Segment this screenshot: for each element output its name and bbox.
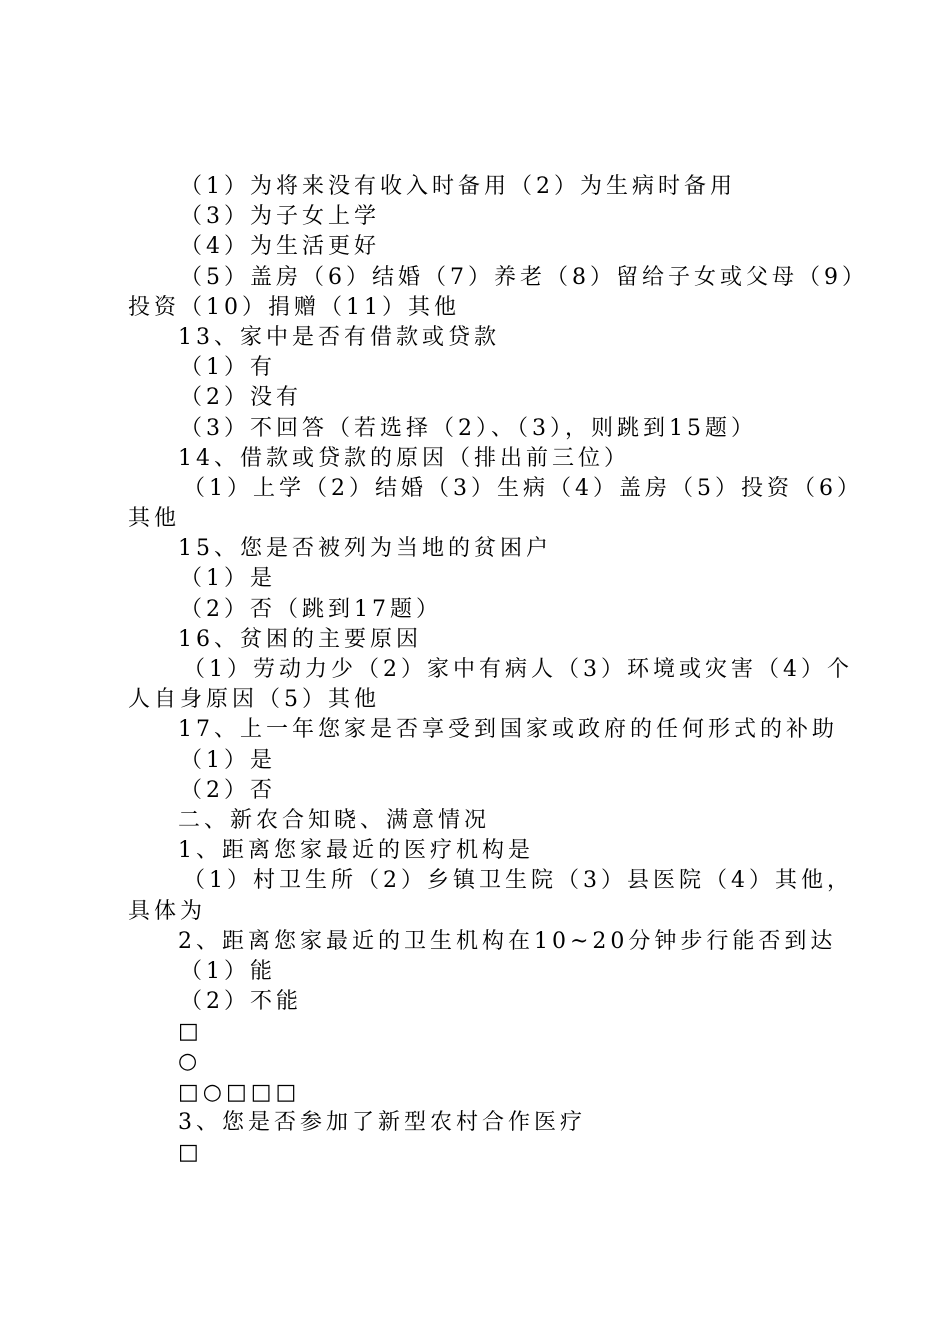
square-symbol: □ [178,1140,203,1165]
text-line: （1）有 [180,355,276,381]
text-line: 投资（10）捐赠（11）其他 [128,294,460,320]
text-line: 具体为 [128,898,207,924]
question-15: 15、您是否被列为当地的贫困户 [178,536,552,562]
text-line: （2）没有 [180,385,302,411]
text-line: （1）为将来没有收入时备用（2）为生病时备用 [180,174,736,199]
survey-text [128,172,868,1168]
text-line: （1）能 [180,958,276,984]
text-line: （2）不能 [180,989,302,1015]
text-line: （2）否 [180,777,276,803]
symbol-row: □○□□□ [178,1079,301,1105]
text-line: （3）为子女上学 [180,204,380,230]
question-2: 2、距离您家最近的卫生机构在10~20分钟步行能否到达 [178,928,837,954]
question-13: 13、家中是否有借款或贷款 [178,324,500,350]
question-16: 16、贫困的主要原因 [178,626,422,652]
text-line: （3）不回答（若选择（2）、（3），则跳到15题） [180,415,757,441]
text-line: （2）否（跳到17题） [180,596,442,622]
text-line: （4）为生活更好 [180,234,380,260]
text-line: （1）是 [180,747,276,773]
text-line: （1）是 [180,566,276,592]
question-14: 14、借款或贷款的原因（排出前三位） [178,445,630,471]
square-symbol: □ [178,1019,203,1045]
text-line: （1）劳动力少（2）家中有病人（3）环境或灾害（4）个 [183,657,853,682]
text-line: （1）上学（2）结婚（3）生病（4）盖房（5）投资（6） [183,475,863,501]
text-line: （1）村卫生所（2）乡镇卫生院（3）县医院（4）其他， [183,868,853,894]
text-line: 人自身原因（5）其他 [128,687,380,713]
section-heading: 二、新农合知晓、满意情况 [178,807,491,833]
text-line: 其他 [128,506,181,532]
question-17: 17、上一年您家是否享受到国家或政府的任何形式的补助 [178,717,838,743]
question-3: 3、您是否参加了新型农村合作医疗 [178,1109,586,1135]
text-line: （5）盖房（6）结婚（7）养老（8）留给子女或父母（9） [180,264,868,290]
circle-symbol: ○ [178,1049,202,1075]
question-1: 1、距离您家最近的医疗机构是 [178,838,534,864]
